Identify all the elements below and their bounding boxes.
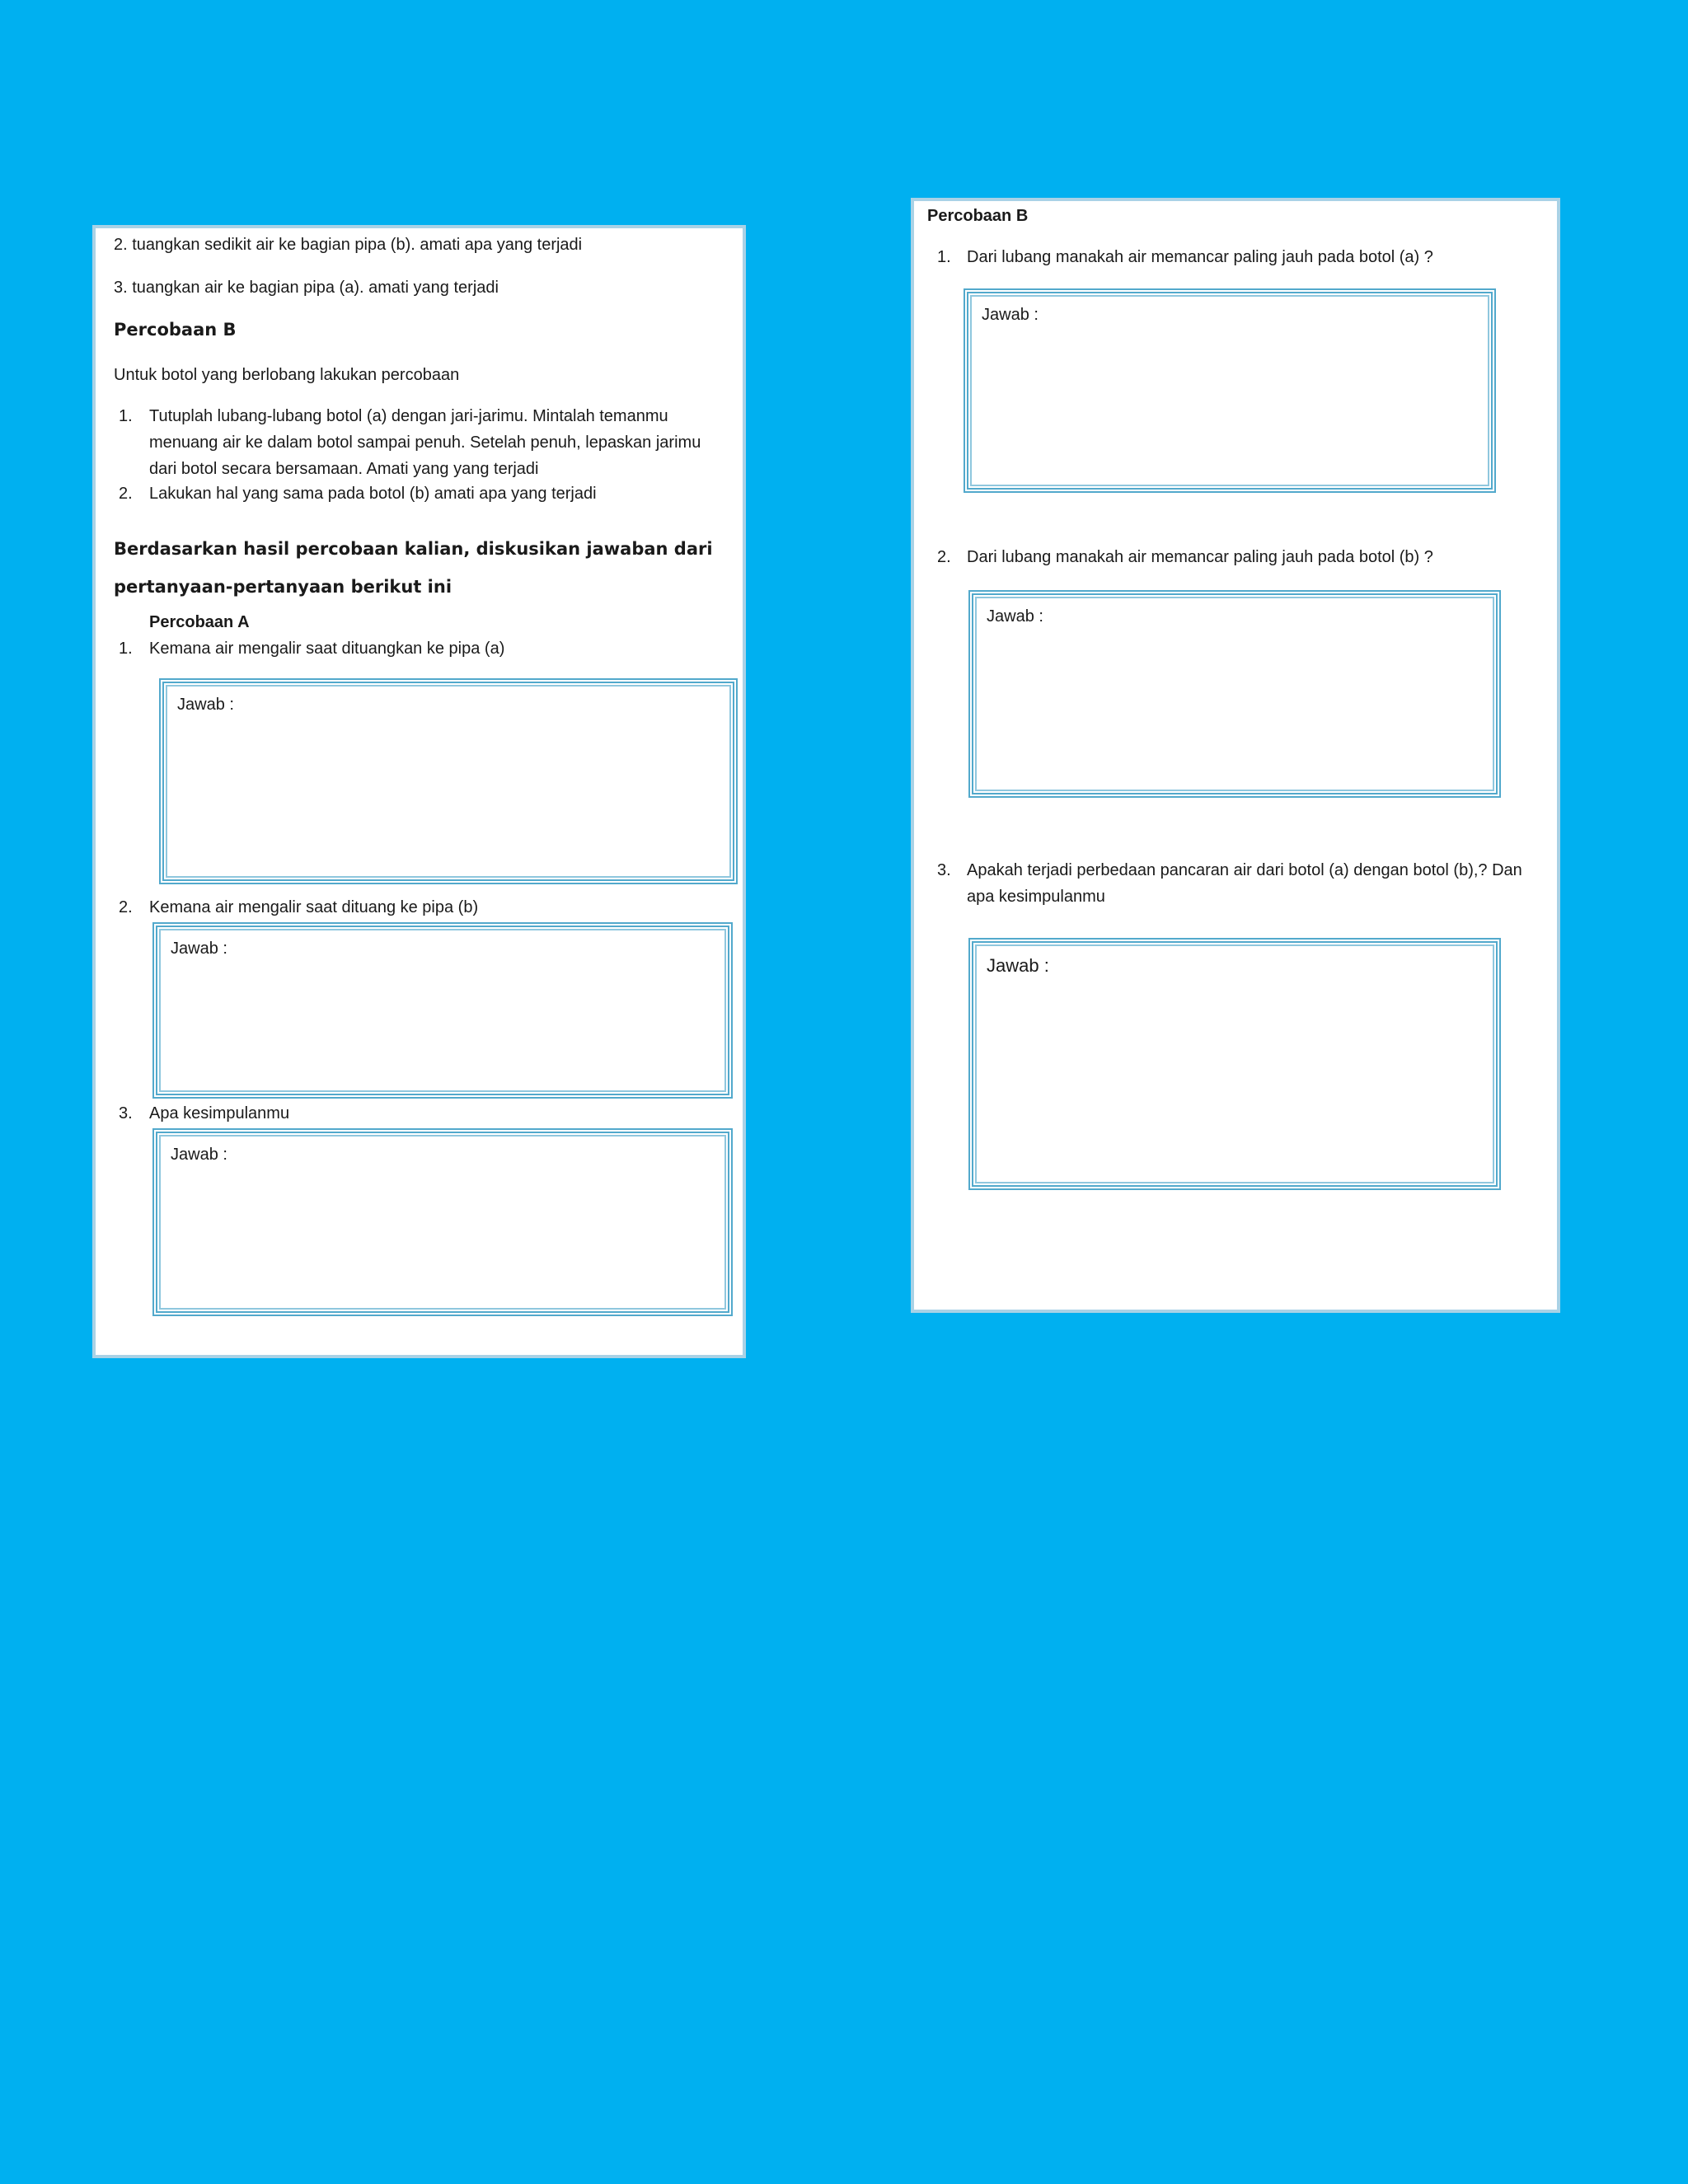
question-3-text-line-1: Apakah terjadi perbedaan pancaran air dari botol (a) dengan botol (b),? Dan — [967, 861, 1522, 879]
percobaan-b-heading: Percobaan B — [114, 320, 237, 340]
answer-box-3[interactable] — [968, 938, 1501, 1190]
question-3-number: 3. — [937, 861, 951, 879]
percobaan-b-heading: Percobaan B — [927, 207, 1029, 225]
question-1-number: 1. — [119, 640, 133, 658]
question-2-number: 2. — [119, 898, 133, 916]
answer-label: Jawab : — [987, 607, 1043, 626]
question-3-text-line-2: apa kesimpulanmu — [967, 888, 1105, 906]
answer-label: Jawab : — [177, 696, 234, 714]
answer-box-2[interactable] — [968, 590, 1501, 798]
worksheet-page-left — [92, 225, 746, 1358]
b-step-1-text: Tutuplah lubang-lubang botol (a) dengan jari-jarimu. Mintalah temanmu menuang air ke dalam botol sampai penuh. Setelah penuh, lepaskan jarimu dari botol secara bersamaan. Amati yang yang terjadi — [149, 407, 701, 478]
question-2-text: Kemana air mengalir saat dituang ke pipa (b) — [149, 898, 479, 916]
answer-label: Jawab : — [171, 1146, 227, 1164]
answer-box-1[interactable] — [159, 678, 738, 884]
percobaan-a-label: Percobaan A — [149, 613, 250, 631]
step-2-text: 2. tuangkan sedikit air ke bagian pipa (b). amati apa yang terjadi — [114, 236, 583, 254]
discussion-line-2: pertanyaan-pertanyaan berikut ini — [114, 577, 452, 597]
question-1-number: 1. — [937, 248, 951, 266]
answer-box-3[interactable] — [152, 1128, 733, 1316]
answer-box-1[interactable] — [964, 288, 1496, 493]
answer-box-2[interactable] — [152, 922, 733, 1099]
question-1-text: Kemana air mengalir saat dituangkan ke pipa (a) — [149, 640, 505, 658]
b-step-2-number: 2. — [119, 485, 133, 503]
b-step-2-text: Lakukan hal yang sama pada botol (b) amati apa yang terjadi — [149, 485, 597, 503]
question-2-number: 2. — [937, 548, 951, 566]
worksheet-page-right — [911, 198, 1560, 1313]
answer-label: Jawab : — [982, 306, 1039, 324]
b-step-1-number: 1. — [119, 407, 133, 425]
question-1-text: Dari lubang manakah air memancar paling jauh pada botol (a) ? — [967, 248, 1433, 266]
question-2-text: Dari lubang manakah air memancar paling jauh pada botol (b) ? — [967, 548, 1433, 566]
answer-label: Jawab : — [171, 940, 227, 958]
discussion-line-1: Berdasarkan hasil percobaan kalian, diskusikan jawaban dari — [114, 539, 713, 559]
step-3-text: 3. tuangkan air ke bagian pipa (a). amati yang terjadi — [114, 279, 499, 297]
answer-label: Jawab : — [987, 955, 1049, 976]
question-3-text: Apa kesimpulanmu — [149, 1104, 290, 1122]
question-3-number: 3. — [119, 1104, 133, 1122]
percobaan-b-intro: Untuk botol yang berlobang lakukan percobaan — [114, 366, 460, 384]
